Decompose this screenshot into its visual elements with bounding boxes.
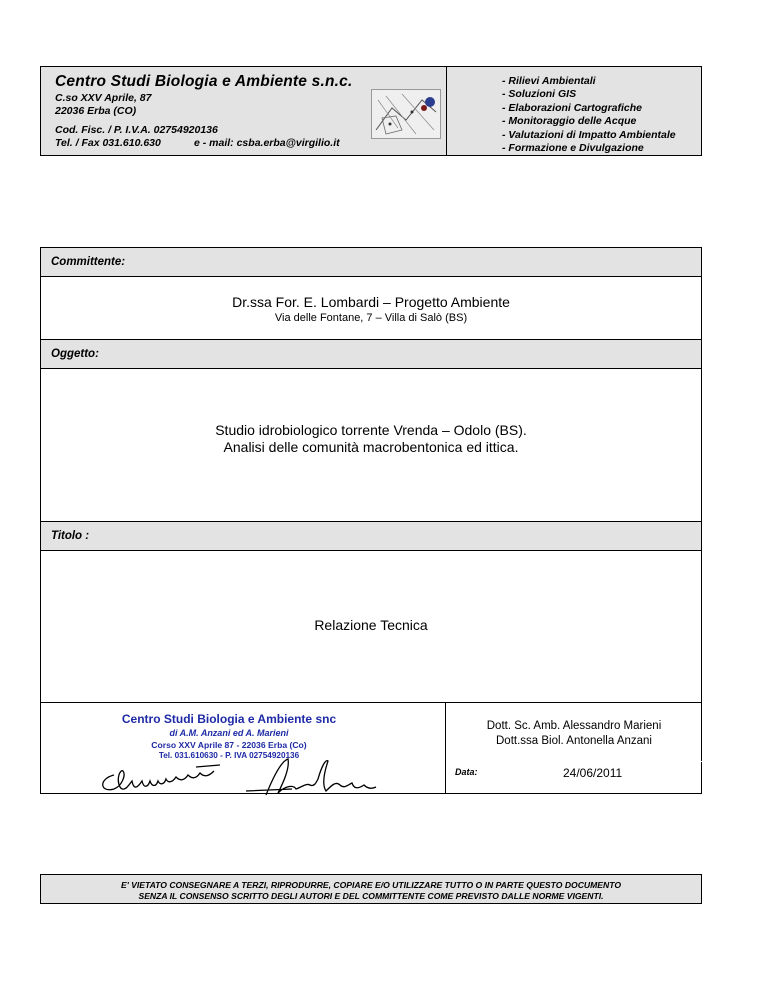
oggetto-label: Oggetto: (51, 348, 99, 360)
committente-header (40, 247, 702, 277)
service-item: - Rilievi Ambientali (502, 75, 596, 87)
date-separator (446, 761, 702, 762)
address-line-2: 22036 Erba (CO) (55, 105, 137, 117)
oggetto-body (40, 369, 702, 521)
stamp-line-4: Tel. 031.610630 - P. IVA 02754920136 (158, 751, 300, 760)
company-stamp (119, 712, 339, 760)
tax-id: Cod. Fisc. / P. I.V.A. 02754920136 (55, 124, 218, 136)
client-address: Via delle Fontane, 7 – Villa di Salò (BS) (274, 312, 468, 324)
subject-line-1: Studio idrobiologico torrente Vrenda – Odolo (BS). (215, 422, 527, 438)
client-name: Dr.ssa For. E. Lombardi – Progetto Ambiente (232, 294, 510, 310)
committente-label: Committente: (51, 256, 126, 268)
letterhead (40, 66, 702, 156)
signature-row (40, 702, 702, 794)
disclaimer-line-2: SENZA IL CONSENSO SCRITTO DEGLI AUTORI E DEL COMMITTENTE COME PREVISTO DALLE NORME VIGENTI. (138, 891, 604, 901)
date-label: Data: (455, 767, 478, 777)
phone: Tel. / Fax 031.610.630 (55, 137, 161, 149)
legal-disclaimer (40, 874, 702, 904)
committente-body (40, 277, 702, 339)
titolo-label: Titolo : (51, 530, 90, 542)
subject-line-2: Analisi delle comunità macrobentonica ed ittica. (223, 439, 519, 455)
disclaimer-line-1: E' VIETATO CONSEGNARE A TERZI, RIPRODURRE, COPIARE E/O UTILIZZARE TUTTO O IN PARTE QUESTO DOCUMENTO (120, 880, 622, 890)
titolo-header (40, 521, 702, 551)
author-2: Dott.ssa Biol. Antonella Anzani (496, 735, 652, 747)
report-title: Relazione Tecnica (314, 617, 428, 633)
service-item: - Valutazioni di Impatto Ambientale (502, 128, 676, 141)
oggetto-header (40, 339, 702, 369)
document-date: 24/06/2011 (563, 766, 623, 780)
organization-name: Centro Studi Biologia e Ambiente s.n.c. (55, 73, 353, 90)
letterhead-divider (446, 67, 447, 155)
handwritten-signatures (96, 755, 386, 797)
address-line-1: C.so XXV Aprile, 87 (55, 92, 152, 104)
service-item: - Formazione e Divulgazione (502, 142, 644, 155)
services-list (502, 75, 676, 155)
stamp-line-3: Corso XXV Aprile 87 - 22036 Erba (Co) (151, 740, 307, 750)
titolo-body (40, 551, 702, 702)
author-1: Dott. Sc. Amb. Alessandro Marieni (486, 720, 662, 732)
service-item: - Soluzioni GIS (502, 88, 577, 101)
map-survey-logo-icon (371, 89, 441, 139)
service-item: - Monitoraggio delle Acque (502, 115, 637, 128)
service-item: - Elaborazioni Cartografiche (502, 101, 643, 114)
stamp-line-2: di A.M. Anzani ed A. Marieni (169, 728, 289, 738)
signature-divider (445, 703, 446, 793)
email: e - mail: csba.erba@virgilio.it (194, 137, 340, 149)
stamp-line-1: Centro Studi Biologia e Ambiente snc (121, 712, 337, 726)
